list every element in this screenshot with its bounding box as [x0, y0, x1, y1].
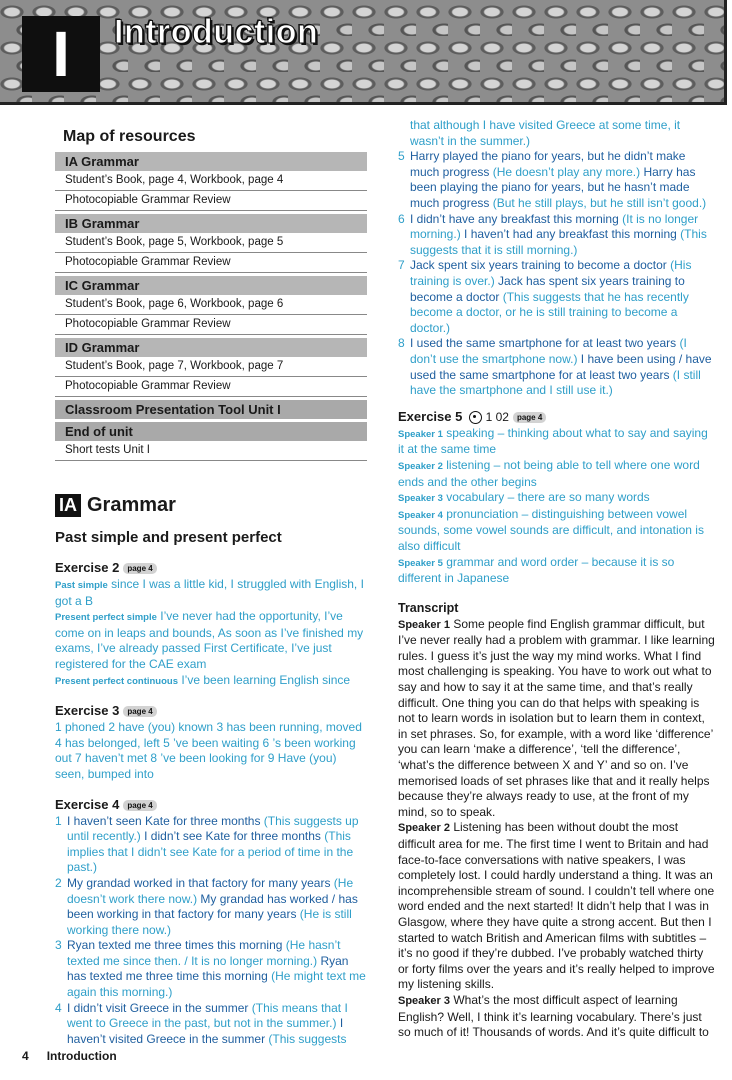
transcript-text: Listening has been without doubt the most difficult area for me. The first time I went to Britain and had face-to-face conversations with native speakers, I was completely lost. I could hardly understand a thing. It was an incomprehensible stream of sound. I couldn’t tell where one word ended and the next started! It didn’t help that I was in Glasgow, where they have quite a strong accent. But then I started to watch British and American films with subtitles – it’s no good if they’re dubbed. I’ve probably watched thirty or forty films over the years and it’s really helped to improve my listening skills. [398, 820, 715, 992]
answer-note: (I still have the smartphone and I still use it.) [410, 367, 701, 398]
answer-note: (This means that I went to Greece in the past, but not in the summer.) [67, 1000, 348, 1031]
answer-sentence: I didn’t visit Greece in the summer [67, 1000, 249, 1015]
speaker-label: Speaker 4 [398, 509, 443, 521]
transcript-paragraph [398, 820, 716, 993]
exercise-5-list [398, 426, 716, 587]
answer-note: (But he still plays, but he still isn’t good.) [489, 195, 707, 210]
item-text [410, 258, 716, 336]
transcript-paragraph [398, 617, 716, 821]
resource-row: Photocopiable Grammar Review [55, 191, 367, 211]
resource-row: Photocopiable Grammar Review [55, 377, 367, 397]
answer-sentence: My grandad has worked / has been working in that factory for many years [67, 891, 358, 922]
resource-row: Photocopiable Grammar Review [55, 315, 367, 335]
item-text [410, 212, 716, 259]
speaker-label: Speaker 1 [398, 428, 443, 440]
exercise-4-list-continued [398, 149, 716, 399]
answer-note: (He hasn’t texted me since then. / It is no longer morning.) [67, 938, 341, 968]
item-text [67, 814, 367, 876]
answer-item [398, 258, 716, 336]
answer-sentence: I haven’t had any breakfast this morning [464, 227, 677, 242]
answer-note: (This suggests [265, 1031, 347, 1046]
speaker-answer-text: vocabulary – there are so many words [442, 490, 650, 505]
speaker-answer-text: grammar and word order – because it is so different in Japanese [398, 554, 675, 586]
chapter-title: Introduction [114, 13, 319, 51]
item-text [410, 336, 716, 398]
exercise-5-heading [398, 409, 716, 424]
answer-sentence: I haven’t visited Greece in the summer [67, 1016, 344, 1046]
page-badge: page 4 [123, 706, 156, 717]
answer-item [55, 1001, 367, 1048]
chapter-banner [0, 0, 727, 105]
answer-sentence: My grandad worked in that factory for many years [67, 875, 331, 890]
exercise-title: Exercise 4 [55, 796, 120, 812]
page-badge: page 4 [513, 412, 546, 423]
audio-track: 1 02 [485, 409, 509, 424]
exercise-title: Exercise 2 [55, 560, 120, 575]
resource-row: Student’s Book, page 5, Workbook, page 5 [55, 233, 367, 253]
item-number: 1 [55, 813, 62, 828]
speaker-name: Speaker 3 [398, 994, 450, 1007]
answer-note: (This suggests that it is still morning.) [410, 227, 707, 257]
answer-sentence: I didn’t have any breakfast this morning [410, 211, 619, 226]
speaker-name: Speaker 1 [398, 618, 450, 631]
exercise-4-continued [398, 118, 716, 149]
speaker-answer [398, 490, 716, 507]
transcript-text: What’s the most difficult aspect of learning English? Well, I think it’s learning vocabulary. There’s just so much of it! Thousands of words. And it’s quite difficult to [398, 992, 709, 1040]
item-number: 4 [55, 1000, 62, 1015]
exercise-4-list [55, 814, 367, 1048]
section-heading [55, 494, 367, 517]
item-number: 6 [398, 211, 405, 226]
exercise-2-line [55, 577, 367, 609]
exercise-title: Exercise 5 [398, 408, 463, 424]
answer-sentence: Harry played the piano for years, but he didn’t make much progress [410, 149, 686, 179]
answer-sentence: I used the same smartphone for at least two years [410, 336, 677, 351]
answer-text: that although I have visited Greece at some time, it wasn’t in the summer.) [410, 118, 681, 148]
answer-note: (This suggests that he has recently become a doctor, or he is still training to become a doctor.) [410, 289, 689, 335]
exercise-2-line [55, 609, 367, 672]
answer-item [398, 336, 716, 398]
section-box: IA [55, 494, 81, 517]
page-badge: page 4 [123, 563, 156, 574]
answer-note: (His training is over.) [410, 258, 692, 288]
speaker-answer [398, 555, 716, 587]
item-text [410, 149, 716, 211]
answer-note: (This suggests up until recently.) [67, 813, 359, 844]
item-number: 7 [398, 258, 405, 273]
resource-row: Photocopiable Grammar Review [55, 253, 367, 273]
audio-cd-icon [469, 411, 482, 424]
exercise-3-heading [55, 703, 367, 718]
answer-item [55, 814, 367, 876]
resource-group-heading: IC Grammar [55, 276, 367, 295]
exercise-2-heading [55, 560, 367, 575]
page-number: 4 [22, 1049, 29, 1063]
section-subtitle: Past simple and present perfect [55, 529, 282, 546]
answer-note: (He doesn’t work there now.) [67, 875, 354, 906]
exercise-3-answers: 1 phoned 2 have (you) known 3 has been running, moved 4 has belonged, left 5 ’ve been waiting 6 ’s been working out 7 haven’t met 8 ’ve been looking for 9 Have (you) seen, bumped into [55, 720, 362, 781]
answer-item [55, 876, 367, 938]
speaker-answer [398, 426, 716, 458]
answer-text: since I was a little kid, I struggled with English, I got a B [55, 577, 364, 608]
answer-label: Present perfect continuous [55, 675, 178, 687]
chapter-letter-box: I [22, 16, 100, 92]
resource-group-heading: Classroom Presentation Tool Unit I [55, 400, 367, 419]
resource-row: Student’s Book, page 7, Workbook, page 7 [55, 357, 367, 377]
page-footer [22, 1049, 117, 1063]
answer-sentence: I have been using / have used the same smartphone for at least two years [410, 351, 712, 382]
transcript-title: Transcript [398, 600, 459, 615]
resource-group-heading: IB Grammar [55, 214, 367, 233]
section-title: Grammar [87, 494, 176, 516]
speaker-label: Speaker 3 [398, 493, 443, 505]
transcript-text: Some people find English grammar difficult, but I’ve never really had a problem with grammar. I like learning rules. I guess it’s just the way my mind works. What I find most challenging is speaking. You have to work out what to say and how to say it at the same time, and that’s really difficult. One thing you can do that helps with speaking is not to learn words in isolation but to learn them in context, in set phrases. So, for example, with a word like ‘difference’ you can learn ‘make a difference’, ‘tell the difference’, ‘what’s the difference between X and Y’ and so on. I’ve memorised loads of set phrases like that and it really helps because they’re always ready to use, at the front of my mind, so to speak. [398, 616, 715, 819]
speaker-name: Speaker 2 [398, 822, 450, 835]
resource-group-heading: End of unit [55, 422, 367, 441]
answer-note: (He is still working there now.) [67, 907, 352, 937]
answer-sentence: I haven’t seen Kate for three months [67, 813, 261, 828]
answer-sentence: I didn’t see Kate for three months [144, 829, 321, 844]
item-text [67, 876, 367, 938]
footer-label: Introduction [46, 1049, 117, 1063]
answer-note: (I don’t use the smartphone now.) [410, 336, 687, 366]
resource-group-heading: ID Grammar [55, 338, 367, 357]
speaker-answer-text: pronunciation – distinguishing between vowel sounds, some vowel sounds are difficult, and intonation is also difficult [398, 506, 704, 553]
answer-sentence: Jack has spent six years training to become a doctor [410, 273, 685, 304]
answer-text: I’ve been learning English since [178, 672, 351, 687]
answer-note: (He doesn’t play any more.) [489, 164, 644, 179]
item-text [67, 1001, 367, 1048]
answer-sentence: Ryan has texted me three time this morning [67, 953, 349, 984]
item-number: 5 [398, 149, 405, 164]
item-number: 2 [55, 875, 62, 890]
answer-label: Past simple [55, 580, 108, 591]
resource-row: Short tests Unit I [55, 441, 367, 461]
resource-row: Student’s Book, page 4, Workbook, page 4 [55, 171, 367, 191]
answer-note: (He might text me again this morning.) [67, 969, 366, 1000]
item-number: 8 [398, 336, 405, 351]
speaker-answer [398, 507, 716, 555]
answer-sentence: Harry has been playing the piano for years, but he hasn’t made much progress [410, 164, 696, 210]
speaker-label: Speaker 5 [398, 557, 443, 569]
item-text [67, 938, 367, 1000]
answer-item [398, 149, 716, 211]
resource-row: Student’s Book, page 6, Workbook, page 6 [55, 295, 367, 315]
transcript-body [398, 617, 716, 1041]
exercise-2-line [55, 673, 367, 690]
left-column [55, 124, 367, 1047]
answer-item [398, 212, 716, 259]
answer-item [55, 938, 367, 1000]
speaker-answer-text: listening – not being able to tell where one word ends and the other begins [398, 457, 700, 489]
resource-group-heading: IA Grammar [55, 152, 367, 171]
page-badge: page 4 [123, 800, 156, 811]
speaker-answer [398, 458, 716, 490]
answer-sentence: Jack spent six years training to become a doctor [410, 258, 667, 273]
answer-note: (This implies that I didn’t see Kate for a period of time in the past.) [67, 829, 354, 875]
speaker-answer-text: speaking – thinking about what to say and saying it at the same time [398, 425, 708, 457]
map-of-resources [55, 152, 367, 461]
answer-label: Present perfect simple [55, 612, 157, 624]
item-number: 3 [55, 938, 62, 953]
right-column [398, 118, 716, 1041]
exercise-title: Exercise 3 [55, 703, 120, 719]
exercise-4-heading [55, 797, 367, 812]
answer-sentence: Ryan texted me three times this morning [67, 938, 283, 953]
answer-note: (It is no longer morning.) [410, 211, 699, 242]
answer-text: I’ve never had the opportunity, I’ve come on in leaps and bounds, As soon as I’ve finished my exams, I’ve already passed First Certificate, I’ve just registered for the CAE exam [55, 609, 364, 671]
transcript-paragraph [398, 993, 716, 1041]
map-title: Map of resources [63, 128, 196, 145]
speaker-label: Speaker 2 [398, 460, 443, 472]
